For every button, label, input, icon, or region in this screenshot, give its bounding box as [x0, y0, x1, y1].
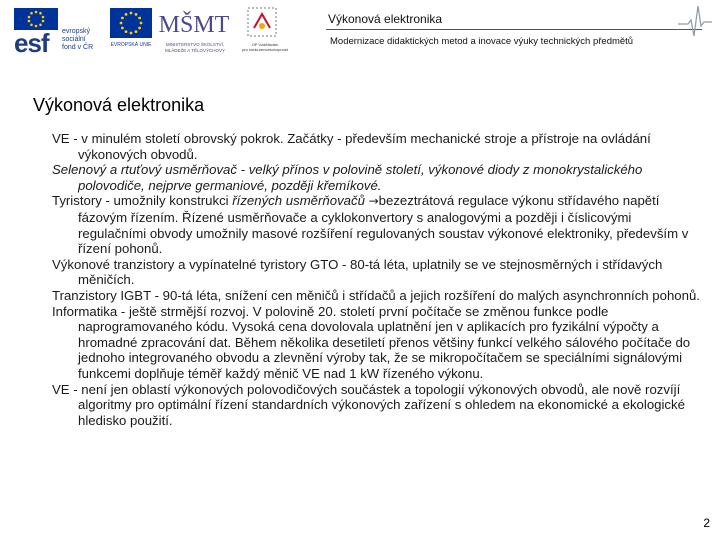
eu-caption: EVROPSKÁ UNIE	[110, 42, 152, 48]
paragraph-informatics: Informatika - ještě strmější rozvoj. V polovině 20. století první počítače se změnou funkce podle naprogramovaného kódu. Vysoká cena dovolovala uplatnění jen v aplikacích pro fyzikální výpočty a hromadné zpracování dat. Během několika desetiletí přenos většiny funkcí velkého sálového počítače do jednoho integrovaného obvodu a zlevnění výroby tak, že se mikropočítačem se speciálními signálovými funkcemi doplňuje téměř každý měnič VE nad 1 kW řízeného výkonu.	[52, 303, 691, 381]
esf-flag-icon	[14, 8, 58, 30]
paragraph-ve-history: VE - v minulém století obrovský pokrok. Začátky - především mechanické stroje a přístroje na ovládání výkonových obvodů.	[52, 131, 651, 162]
paragraph-ve-scope: VE - není jen oblastí výkonových polovodičových součástek a topologií výkonových obvodů, ale nově rozvíjí algoritmy pro optimální řízení standardních výkonových zařízení s ohledem na ekonomické a ekologické hledisko použití.	[52, 381, 685, 428]
page-number: 2	[703, 516, 710, 530]
eu-logo	[108, 8, 154, 56]
header-subtitle: Modernizace didaktických metod a inovace výuky technických předmětů	[330, 36, 634, 47]
header-title: Výkonová elektronika	[328, 12, 443, 26]
right-arrow-icon: →	[368, 194, 379, 209]
msmt-caption: MINISTERSTVO ŠKOLSTVÍ, MLÁDEŽE A TĚLOVÝCHOVY	[165, 42, 225, 53]
pulse-line-icon	[678, 4, 712, 40]
partner-logos	[0, 0, 300, 60]
paragraph-thyristors: Tyristory - umožnily konstrukci řízených usměrňovačů →bezeztrátová regulace výkonu střídavého napětí fázovým řízením. Řízené usměrňovače a cyklokonvertory s analogovými a později i číslicovými regulačními obvody umožnily masové rozšíření regulovaných soustav výkonové elektroniky, především v řízení pohonů.	[52, 193, 689, 257]
slide-body	[52, 131, 702, 428]
paragraph-rectifiers: Selenový a rtuťový usměrňovač - velký přínos v polovině století, výkonové diody z monokrystalického polovodiče, nejprve germaniové, později křemíkové.	[52, 162, 643, 193]
esf-wordmark: esf	[14, 28, 49, 58]
svg-text:MŠMT: MŠMT	[158, 12, 230, 38]
esf-logo	[14, 8, 104, 58]
op-logo	[236, 6, 292, 56]
esf-caption: evropský sociální fond v ČR	[62, 28, 94, 51]
msmt-mark-icon	[158, 6, 230, 40]
paragraph-igbt: Tranzistory IGBT - 90-tá léta, snížení cen měničů i střídačů a jejich rozšíření do malých asynchronních pohonů.	[52, 287, 700, 303]
msmt-logo	[160, 6, 228, 56]
op-caption: OP Vzdělávání pro konkurenceschopnost	[242, 42, 288, 52]
slide-title: Výkonová elektronika	[33, 95, 205, 115]
paragraph-transistors-gto: Výkonové tranzistory a vypínatelné tyristory GTO - 80-tá léta, uplatnily se ve stejnosměrných i střídavých měničích.	[52, 256, 663, 288]
op-mark-icon	[246, 6, 278, 38]
header-divider	[326, 29, 702, 30]
eu-flag-icon	[110, 8, 152, 38]
